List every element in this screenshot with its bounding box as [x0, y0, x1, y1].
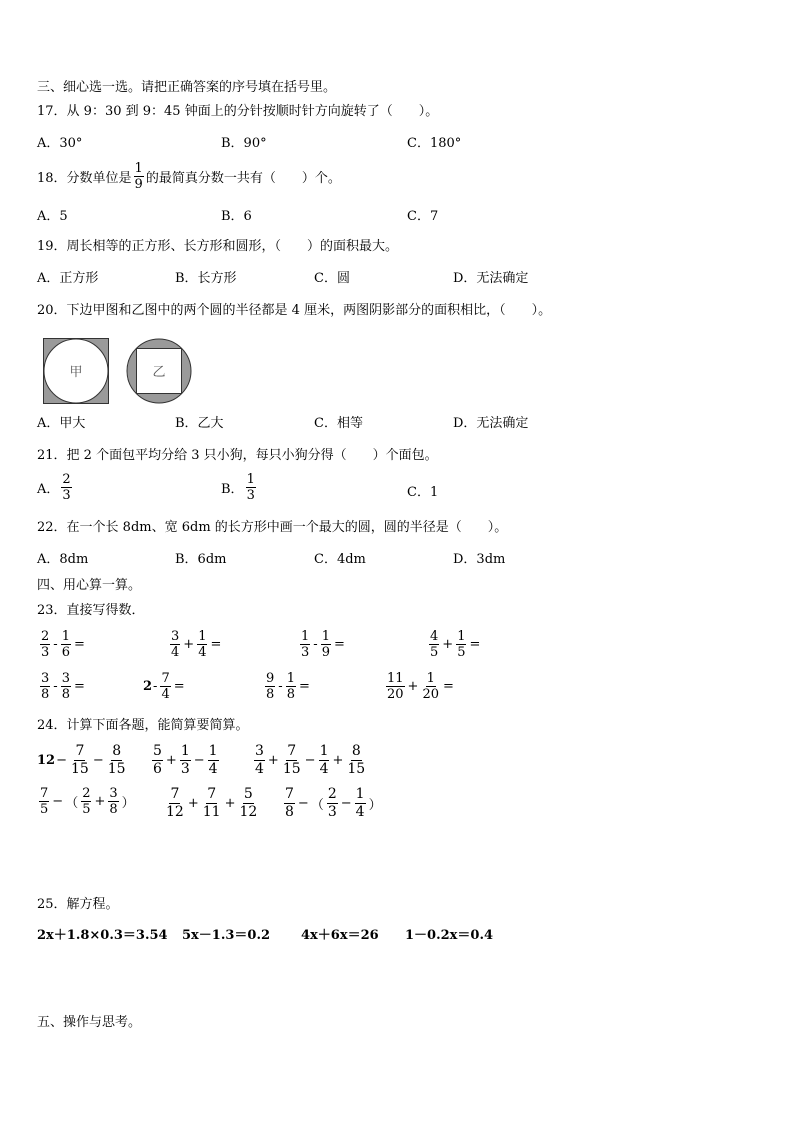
q23-item-1: $\frac{2}{3}$ - $\frac{1}{6}$ =: [41, 629, 85, 660]
figure-yi-label: 乙: [152, 365, 166, 380]
q20-option-b: B．乙大: [175, 416, 224, 431]
q18-text-post: 的最简真分数一共有（ ）个。: [145, 171, 341, 186]
section-4-heading: 四、用心算一算。: [37, 578, 142, 593]
q22-option-a: A．8dm: [37, 552, 89, 567]
fraction: $\frac{2}{3}$: [327, 786, 337, 820]
q18-stem: [37, 161, 341, 192]
fraction: $\frac{1}{20}$: [422, 671, 439, 702]
q24-item-5: $\frac{7}{12}$ + $\frac{7}{11}$ + $\frac{5}{12}$: [166, 786, 258, 820]
q19-option-d: D．无法确定: [453, 271, 529, 286]
figure-yi: [126, 338, 192, 404]
fraction: $\frac{1}{4}$: [355, 786, 365, 820]
fraction: $\frac{1}{5}$: [457, 629, 466, 660]
q25-stem: 25．解方程。: [37, 897, 119, 912]
fraction: $\frac{1}{3}$: [301, 629, 310, 660]
q18-text-pre: 18．分数单位是: [37, 171, 132, 186]
fraction: $\frac{1}{4}$: [198, 629, 207, 660]
q18-option-c: C．7: [407, 209, 439, 224]
fraction: $\frac{3}{8}$: [109, 786, 118, 817]
q17-option-c: C．180°: [407, 136, 462, 151]
fraction: $\frac{3}{8}$: [41, 671, 50, 702]
q25-equation-1: 2x＋1.8×0.3＝3.54: [37, 928, 168, 943]
fraction: $\frac{11}{20}$: [387, 671, 404, 702]
fraction: $\frac{3}{4}$: [171, 629, 180, 660]
q22-option-d: D．3dm: [453, 552, 506, 567]
fraction: $\frac{7}{12}$: [166, 786, 184, 820]
q21-option-c: C．1: [407, 485, 439, 500]
fraction: $\frac{1}{6}$: [61, 629, 70, 660]
q21-option-a: A． $\frac{2}{3}$: [37, 472, 71, 503]
section-5-heading: 五、操作与思考。: [37, 1015, 142, 1030]
q22-option-b: B．6dm: [175, 552, 227, 567]
q19-option-b: B．长方形: [175, 271, 237, 286]
q17-stem: 17．从 9：30 到 9：45 钟面上的分针按顺时针方向旋转了（ ）。: [37, 104, 439, 119]
q25-equation-3: 4x＋6x＝26: [301, 928, 379, 943]
fraction: $\frac{1}{3}$: [246, 472, 255, 503]
fraction: $\frac{1}{8}$: [286, 671, 295, 702]
q20-stem: 20．下边甲图和乙图中的两个圆的半径都是 4 厘米，两图阴影部分的面积相比，（ ）。: [37, 303, 552, 318]
fraction: $\frac{2}{5}$: [82, 786, 91, 817]
q17-option-a: A．30°: [37, 136, 83, 151]
fraction: $\frac{1}{9}$: [321, 629, 330, 660]
q24-item-1: 12 − $\frac{7}{15}$ − $\frac{8}{15}$: [37, 743, 126, 777]
q23-item-2: $\frac{3}{4}$ + $\frac{1}{4}$ =: [171, 629, 222, 660]
fraction: $\frac{7}{4}$: [161, 671, 170, 702]
q23-stem: 23．直接写得数．: [37, 603, 145, 618]
fraction: $\frac{2}{3}$: [62, 472, 71, 503]
figure-jia: [43, 338, 109, 404]
fraction: $\frac{1}{3}$: [180, 743, 190, 777]
fraction: $\frac{2}{3}$: [41, 629, 50, 660]
q23-item-4: $\frac{4}{5}$ + $\frac{1}{5}$ =: [430, 629, 481, 660]
q18-option-a: A．5: [37, 209, 68, 224]
fraction: $\frac{1}{9}$: [134, 161, 143, 192]
q24-item-2: $\frac{5}{6}$ + $\frac{1}{3}$ − $\frac{1}{4}$: [153, 743, 218, 777]
q20-option-d: D．无法确定: [453, 416, 529, 431]
q25-equation-4: 1－0.2x＝0.4: [405, 928, 494, 943]
fraction: $\frac{8}{15}$: [107, 743, 126, 777]
q20-option-c: C．相等: [314, 416, 363, 431]
fraction: $\frac{3}{8}$: [61, 671, 70, 702]
fraction: $\frac{5}{12}$: [239, 786, 258, 820]
q22-option-c: C．4dm: [314, 552, 366, 567]
q24-stem: 24．计算下面各题，能简算要简算。: [37, 718, 249, 733]
q20-option-a: A．甲大: [37, 416, 86, 431]
fraction: $\frac{9}{8}$: [266, 671, 275, 702]
fraction: $\frac{7}{15}$: [71, 743, 89, 777]
q23-item-5: $\frac{3}{8}$ - $\frac{3}{8}$ =: [41, 671, 85, 702]
fraction: $\frac{7}{8}$: [285, 786, 294, 820]
q24-item-4: $\frac{7}{5}$ − （ $\frac{2}{5}$ + $\frac{3}{8}$ ）: [40, 786, 135, 817]
q19-stem: 19．周长相等的正方形、长方形和圆形，（ ）的面积最大。: [37, 239, 399, 254]
fraction: $\frac{7}{11}$: [202, 786, 221, 820]
q23-item-7: $\frac{9}{8}$ - $\frac{1}{8}$ =: [266, 671, 310, 702]
fraction: $\frac{1}{4}$: [208, 743, 218, 777]
q24-item-3: $\frac{3}{4}$ + $\frac{7}{15}$ − $\frac{1}{4}$ + $\frac{8}{15}$: [255, 743, 366, 777]
q17-option-b: B．90°: [221, 136, 267, 151]
q18-option-b: B．6: [221, 209, 252, 224]
q23-item-6: 2 - $\frac{7}{4}$ =: [143, 671, 185, 702]
q25-equation-2: 5x－1.3＝0.2: [182, 928, 271, 943]
q22-stem: 22．在一个长 8dm、宽 6dm 的长方形中画一个最大的圆，圆的半径是（ ）。: [37, 520, 508, 535]
fraction: $\frac{8}{15}$: [347, 743, 366, 777]
section-3-heading: 三、细心选一选。请把正确答案的序号填在括号里。: [37, 80, 337, 95]
fraction: $\frac{7}{5}$: [40, 786, 49, 817]
fraction: $\frac{1}{4}$: [319, 743, 329, 777]
q21-stem: 21．把 2 个面包平均分给 3 只小狗，每只小狗分得（ ）个面包。: [37, 448, 438, 463]
fraction: $\frac{4}{5}$: [430, 629, 439, 660]
q21-option-b: B． $\frac{1}{3}$: [221, 472, 255, 503]
q23-item-3: $\frac{1}{3}$ - $\frac{1}{9}$ =: [301, 629, 345, 660]
q19-option-a: A．正方形: [37, 271, 99, 286]
fraction: $\frac{3}{4}$: [255, 743, 264, 777]
fraction: $\frac{5}{6}$: [153, 743, 162, 777]
figure-jia-label: 甲: [69, 365, 83, 380]
q23-item-8: $\frac{11}{20}$ + $\frac{1}{20}$ =: [387, 671, 454, 702]
fraction: $\frac{7}{15}$: [282, 743, 301, 777]
q24-item-6: $\frac{7}{8}$ − （ $\frac{2}{3}$ − $\frac{1}{4}$ ）: [285, 786, 382, 820]
q19-option-c: C．圆: [314, 271, 350, 286]
